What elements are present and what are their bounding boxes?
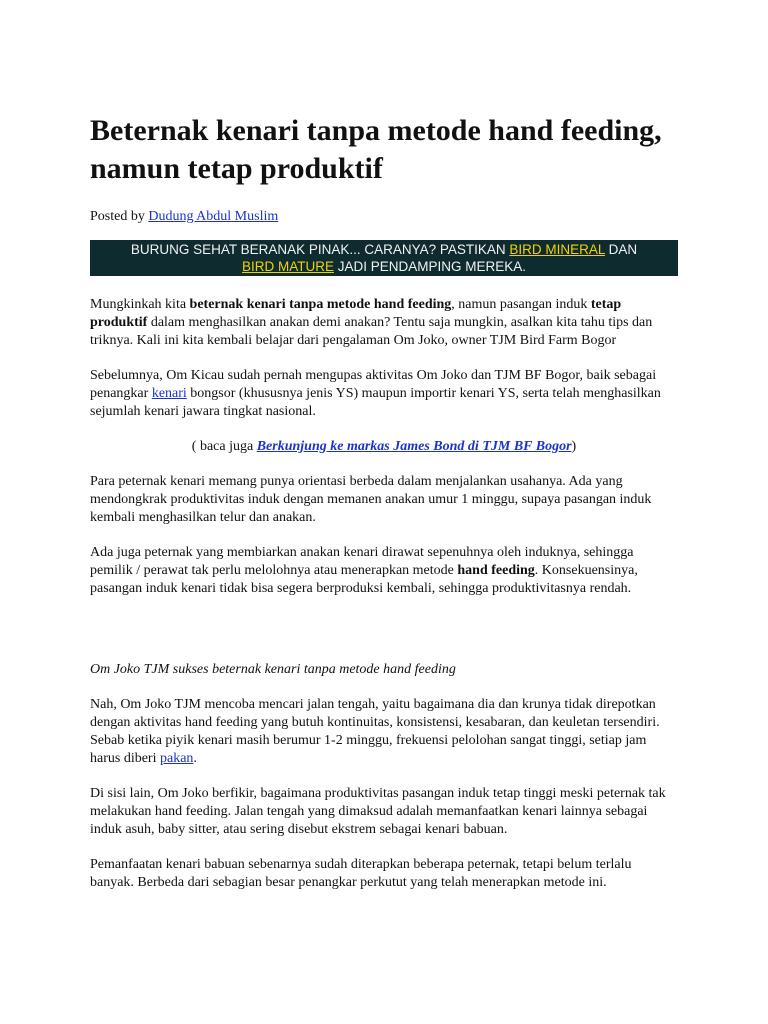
kenari-link[interactable]: kenari [151, 386, 187, 401]
section-subheading: Om Joko TJM sukses beternak kenari tanpa metode hand feeding [90, 662, 456, 677]
bold-phrase: tetap produktif [90, 297, 622, 330]
paragraph-perkutut: Pemanfaatan kenari babuan sebenarnya sudah diterapkan beberapa peternak, tetapi belum terlalu banyak. Berbeda dari sebagian besar penangkar perkutut yang telah menerapkan metode ini. [90, 857, 632, 890]
pakan-link[interactable]: pakan [159, 751, 194, 766]
paragraph-orientation: Para peternak kenari memang punya orientasi berbeda dalam menjalankan usahanya. Ada yang mendongkrak produktivitas induk dengan memanen anakan umur 1 minggu, supaya pasangan induk kembali menghasilkan telur dan anakan. [90, 474, 652, 525]
text-segment: . Konsekuensinya, pasangan induk kenari tidak bisa segera berproduksi kembali, sehingga produktivitasnya rendah. [90, 563, 638, 596]
text-segment: Sebelumnya, Om Kicau sudah pernah mengupas aktivitas Om Joko dan TJM BF Bogor, baik sebagai penangkar [90, 368, 657, 401]
paragraph-consequence [90, 544, 678, 598]
author-link[interactable]: Dudung Abdul Muslim [148, 209, 279, 224]
bird-mature-link[interactable]: BIRD MATURE [241, 259, 334, 274]
read-also [90, 438, 678, 456]
text-segment: Mungkinkah kita [90, 297, 190, 312]
bird-mineral-link[interactable]: BIRD MINERAL [509, 242, 605, 257]
text-segment: Nah, Om Joko TJM mencoba mencari jalan tengah, yaitu bagaimana dia dan krunya tidak direpotkan dengan aktivitas hand feeding yang butuh kontinuitas, konsistensi, kesabaran, dan keuletan tersendiri. Sebab ketika piyik kenari masih berumur 1-2 minggu, frekuensi pelolohan sangat tinggi, setiap jam harus diberi [90, 697, 660, 766]
text-segment: bongsor (khususnya jenis YS) maupun importir kenari YS, serta telah menghasilkan sejumlah kenari jawara tingkat nasional. [90, 386, 661, 419]
text-segment: . [193, 751, 197, 766]
paragraph-intro [90, 296, 678, 350]
posted-by-label: Posted by [90, 209, 149, 224]
paragraph-middle-way [90, 696, 678, 768]
banner-text-3: JADI PENDAMPING MEREKA. [333, 259, 527, 274]
banner-text-2: DAN [604, 242, 638, 257]
read-also-link[interactable]: Berkunjung ke markas James Bond di TJM BF Bogor [256, 439, 572, 454]
banner-text-1: BURUNG SEHAT BERANAK PINAK... CARANYA? PASTIKAN [130, 242, 510, 257]
paragraph-babuan: Di sisi lain, Om Joko berfikir, bagaimana produktivitas pasangan induk tetap tinggi meski peternak tak melakukan hand feeding. Jalan tengah yang dimaksud adalah memanfaatkan kenari lainnya sebagai induk asuh, baby sitter, atau sering disebut ekstrem sebagai kenari babuan. [90, 786, 666, 837]
read-also-prefix: ( baca juga [191, 439, 257, 454]
paragraph-background [90, 367, 678, 421]
text-segment: , namun pasangan induk [451, 297, 591, 312]
article-title: Beternak kenari tanpa metode hand feeding, namun tetap produktif [90, 114, 662, 185]
byline [90, 208, 678, 226]
bold-phrase: beternak kenari tanpa metode hand feeding [189, 297, 452, 312]
text-segment: dalam menghasilkan anakan demi anakan? Tentu saja mungkin, asalkan kita tahu tips dan triknya. Kali ini kita kembali belajar dari pengalaman Om Joko, owner TJM Bird Farm Bogor [90, 315, 653, 348]
text-segment: Ada juga peternak yang membiarkan anakan kenari dirawat sepenuhnya oleh induknya, sehingga pemilik / perawat tak perlu melolohnya atau menerapkan metode [90, 545, 634, 578]
bold-phrase: hand feeding [457, 563, 535, 578]
read-also-suffix: ) [571, 439, 577, 454]
promo-banner [90, 240, 678, 276]
